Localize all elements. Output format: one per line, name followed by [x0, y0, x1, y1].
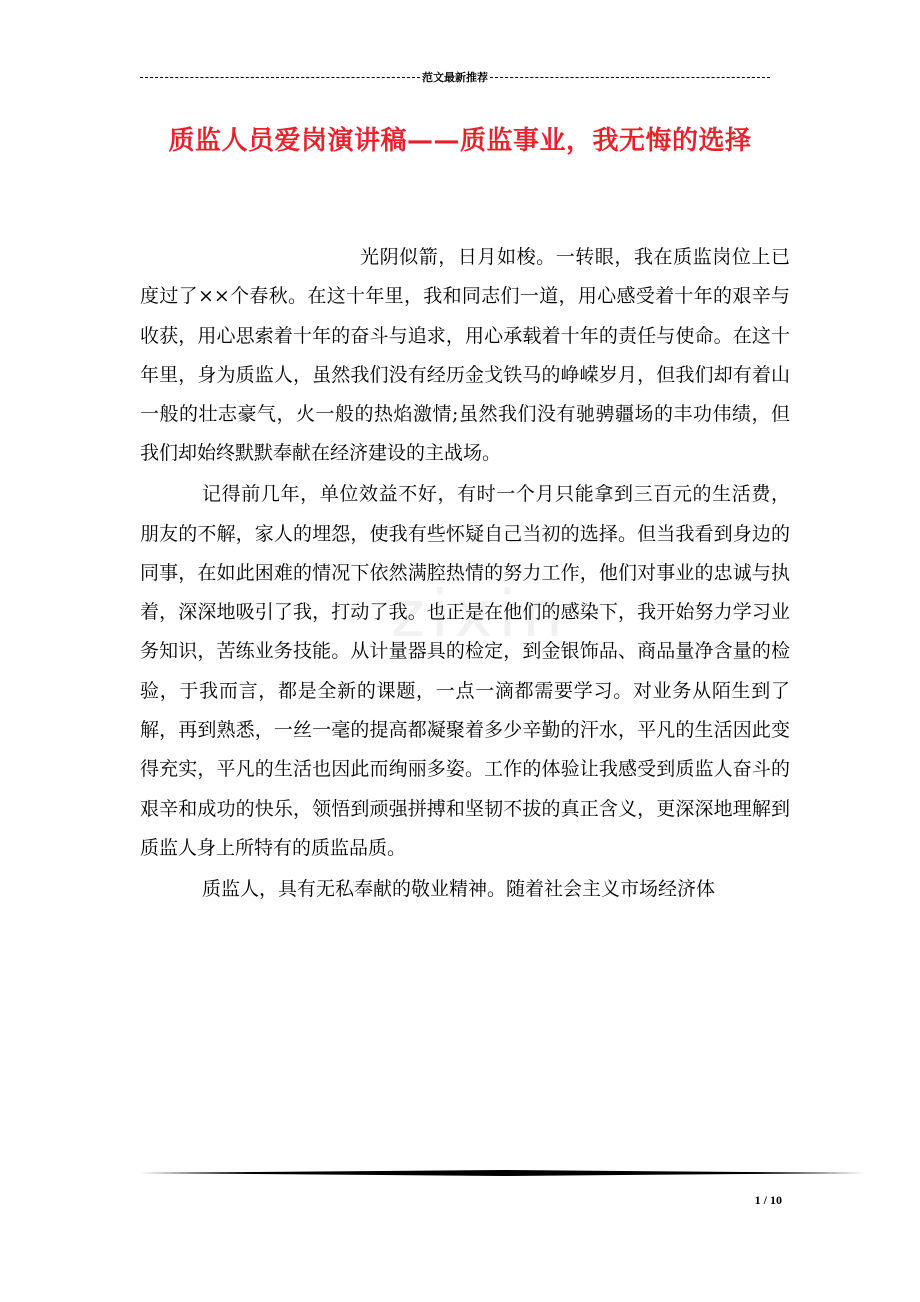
paragraph-3: 质监人，具有无私奉献的敬业精神。随着社会主义市场经济体 [202, 877, 716, 900]
page-number: 1 / 10 [754, 1193, 782, 1207]
header-banner-label: 范文最新推荐 [422, 71, 488, 84]
document-body [140, 238, 790, 911]
header-banner [140, 68, 770, 86]
watermark: zixin [391, 578, 569, 652]
header-dash-right [490, 77, 770, 78]
paragraph-1: 光阴似箭，日月如梭。一转眼，我在质监岗位上已度过了××个春秋。在这十年里，我和同志们一道，用心感受着十年的艰辛与收获，用心思索着十年的奋斗与追求，用心承载着十年的责任与使命。在这十年里，身为质监人，虽然我们没有经历金戈铁马的峥嵘岁月，但我们却有着山一般的壮志豪气，火一般的热焰激情;虽然我们没有驰骋疆场的丰功伟绩，但我们却始终默默奉献在经济建设的主战场。 [140, 246, 790, 465]
footer-rule-line [140, 1170, 864, 1176]
paragraph-2: 记得前几年，单位效益不好，有时一个月只能拿到三百元的生活费，朋友的不解，家人的埋怨，使我有些怀疑自己当初的选择。但当我看到身边的同事，在如此困难的情况下依然满腔热情的努力工作，他们对事业的忠诚与执着，深深地吸引了我，打动了我。也正是在他们的感染下，我开始努力学习业务知识，苦练业务技能。从计量器具的检定，到金银饰品、商品量净含量的检验，于我而言，都是全新的课题，一点一滴都需要学习。对业务从陌生到了解，再到熟悉，一丝一毫的提高都凝聚着多少辛勤的汗水，平凡的生活因此变得充实，平凡的生活也因此而绚丽多姿。工作的体验让我感受到质监人奋斗的艰辛和成功的快乐，领悟到顽强拼搏和坚韧不拔的真正含义，更深深地理解到质监人身上所特有的质监品质。 [140, 483, 790, 859]
footer-rule [140, 1170, 864, 1176]
header-dash-left [140, 77, 420, 78]
document-title: 质监人员爱岗演讲稿——质监事业，我无悔的选择 [168, 126, 752, 156]
